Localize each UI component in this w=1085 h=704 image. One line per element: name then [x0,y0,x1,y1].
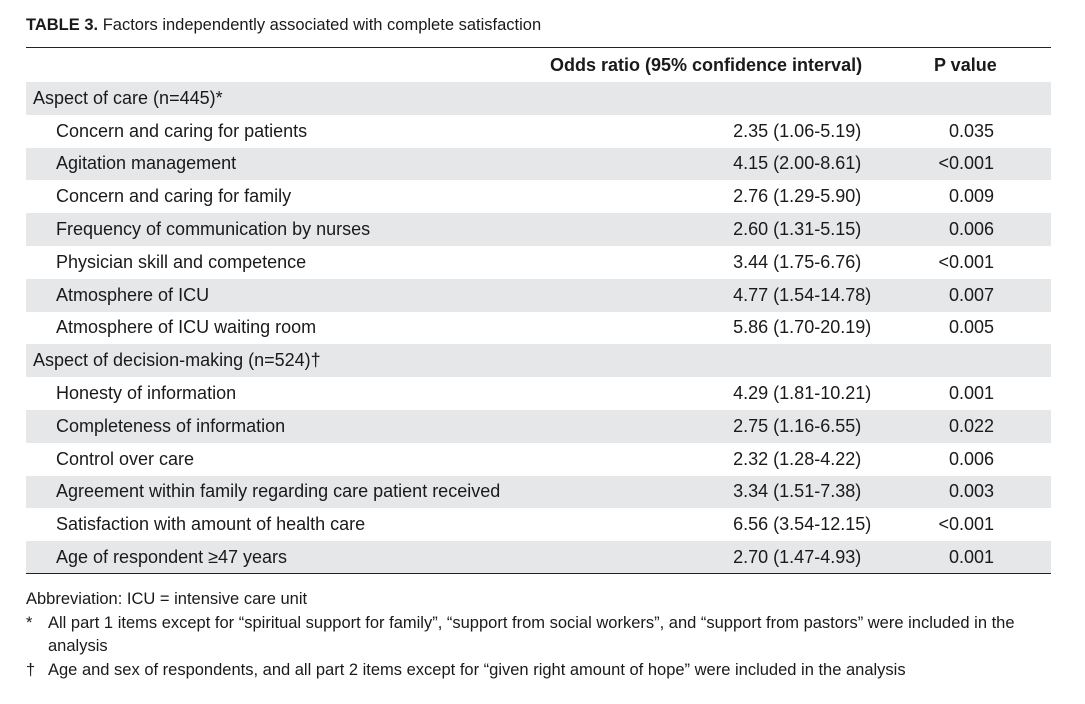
p-value-cell: 0.001 [948,383,994,404]
odds-ratio-header: Odds ratio (95% confidence interval) [550,55,863,75]
factor-name: Honesty of information [56,383,237,404]
factor-name: Atmosphere of ICU [26,279,733,312]
factor-name: Completeness of information [26,410,733,443]
table-row [26,410,1051,443]
section-row [26,82,1051,115]
odds-ratio-cell: 2.35 (1.06-5.19) [733,120,862,141]
table-row [26,115,1051,148]
dagger-symbol: † [26,660,36,679]
table-row [26,476,1051,509]
factor-name: Concern and caring for patients [56,120,308,141]
dagger-footnote [26,659,1056,683]
odds-ratio-cell: 6.56 (3.54-12.15) [733,514,872,535]
table-row [26,213,1051,246]
table-row [26,312,1051,345]
p-value-cell: <0.001 [938,251,994,272]
table-row [26,246,1051,279]
p-value-cell: 0.009 [948,186,994,207]
dagger-footnote-text: Age and sex of respondents, and all part 2 items except for “given right amount of hope” were included in the analysis [48,660,906,679]
odds-ratio-cell: 5.86 (1.70-20.19) [733,317,872,338]
table-title: Factors independently associated with complete satisfaction [102,16,542,34]
odds-ratio-cell: 4.29 (1.81-10.21) [733,383,872,404]
star-footnote [26,612,1056,659]
p-value-cell: 0.007 [883,279,1051,312]
p-value-cell: <0.001 [883,148,1051,181]
table-row [26,377,1051,410]
p-value-cell: 0.006 [883,213,1051,246]
section-row [26,344,1051,377]
factor-name: Age of respondent ≥47 years [26,541,733,574]
factor-name: Satisfaction with amount of health care [56,514,366,535]
table-row [26,508,1051,541]
table-header [26,48,1051,82]
odds-ratio-cell: 4.15 (2.00-8.61) [733,148,883,181]
table-caption [26,16,541,35]
odds-ratio-cell: 4.77 (1.54-14.78) [733,279,883,312]
abbreviation-note: Abbreviation: ICU = intensive care unit [26,590,308,608]
factor-name: Agreement within family regarding care patient received [26,476,733,509]
factor-name: Agitation management [26,148,733,181]
table-label: TABLE 3. [26,16,99,34]
odds-ratio-cell: 2.70 (1.47-4.93) [733,541,883,574]
factor-name: Concern and caring for family [56,186,292,207]
table-row [26,541,1051,574]
odds-ratio-cell: 2.60 (1.31-5.15) [733,213,883,246]
footnotes [26,588,1056,682]
bottom-rule [26,573,1051,574]
odds-ratio-cell: 2.75 (1.16-6.55) [733,410,883,443]
results-table [26,82,1051,574]
section-title: Aspect of care (n=445)* [26,82,1051,115]
p-value-cell: 0.005 [948,317,994,338]
p-value-cell: <0.001 [938,514,994,535]
table-row [26,180,1051,213]
factor-name: Physician skill and competence [56,251,307,272]
star-symbol: * [26,613,33,632]
odds-ratio-cell: 3.44 (1.75-6.76) [733,251,862,272]
odds-ratio-cell: 3.34 (1.51-7.38) [733,476,883,509]
factor-name: Frequency of communication by nurses [26,213,733,246]
odds-ratio-cell: 2.76 (1.29-5.90) [733,186,862,207]
p-value-cell: 0.035 [948,120,994,141]
table-row [26,443,1051,476]
table-row [26,148,1051,181]
section-title: Aspect of decision-making (n=524)† [26,344,1051,377]
factor-name: Atmosphere of ICU waiting room [56,317,317,338]
p-value-header: P value [934,55,997,75]
p-value-cell: 0.001 [883,541,1051,574]
p-value-cell: 0.006 [948,448,994,469]
factor-name: Control over care [56,448,195,469]
star-footnote-text: All part 1 items except for “spiritual support for family”, “support from social workers”, and “support from pastors” were included in the analysis [48,613,1015,655]
odds-ratio-cell: 2.32 (1.28-4.22) [733,448,862,469]
p-value-cell: 0.003 [883,476,1051,509]
table-row [26,279,1051,312]
p-value-cell: 0.022 [883,410,1051,443]
